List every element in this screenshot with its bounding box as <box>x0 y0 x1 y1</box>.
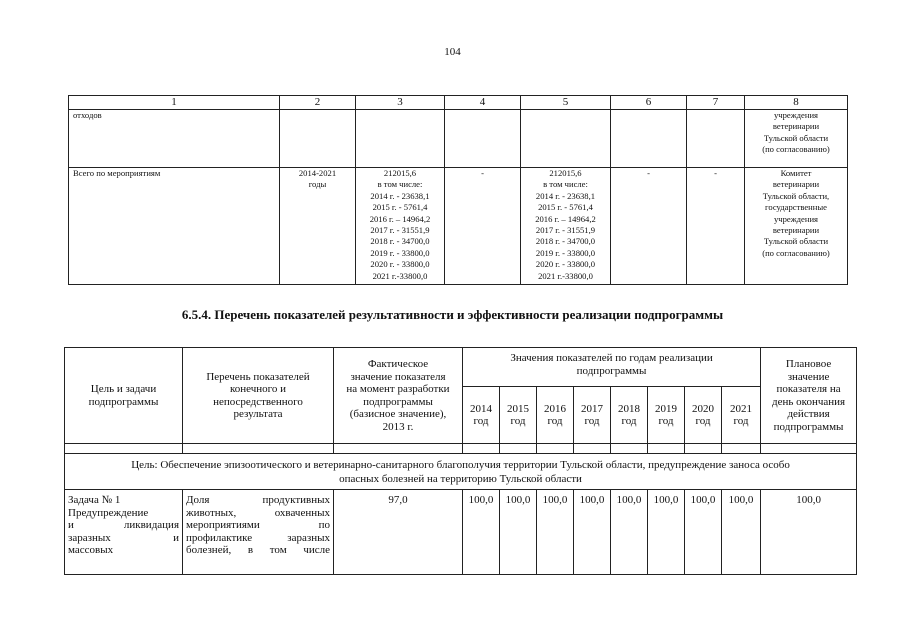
year-value-cell: 100,0 <box>463 490 500 575</box>
cell-line: государственные <box>765 202 827 213</box>
empty-cell <box>334 444 463 454</box>
cell-line: (базисное значение), <box>349 408 447 420</box>
year-value-cell: 100,0 <box>574 490 611 575</box>
cell-line: Доля продуктивных <box>186 494 330 506</box>
empty-cell <box>685 444 722 454</box>
cell-line: конечного и <box>229 383 287 395</box>
column-number: 8 <box>745 96 848 110</box>
dash-cell: - <box>687 168 745 285</box>
section-title: 6.5.4. Перечень показателей результативности и эффективности реализации подпрограммы <box>181 307 724 322</box>
cell-line: подпрограммы <box>363 395 433 408</box>
table-row <box>69 168 848 285</box>
dash-cell: - <box>445 168 521 285</box>
indicators-header <box>183 348 334 444</box>
actual-value-cell: 97,0 <box>334 490 463 575</box>
cell-line: учреждения <box>773 110 818 120</box>
year-header <box>537 387 574 444</box>
column-number: 7 <box>687 96 745 110</box>
cell-line: 2021 г.-33800,0 <box>538 270 593 281</box>
empty-cell <box>648 444 685 454</box>
cell-line: Цель и задачи <box>90 383 157 395</box>
cell-line: 2018 г. - 34700,0 <box>535 236 596 247</box>
year-header <box>685 387 722 444</box>
empty-cell <box>280 110 356 168</box>
page-number: 104 <box>444 46 461 58</box>
total-funding-cell <box>356 168 445 285</box>
cell-line: результата <box>233 408 283 420</box>
cell-line: Перечень показателей <box>206 370 310 383</box>
cell-line: и ликвидация <box>68 519 179 531</box>
activity-name-cell: отходов <box>69 110 280 168</box>
cell-line: 212015,6 <box>383 168 417 178</box>
year-value-cell: 100,0 <box>685 490 722 575</box>
column-number: 6 <box>611 96 687 110</box>
empty-cell <box>500 444 537 454</box>
column-number: 1 <box>69 96 280 110</box>
year-value-cell: 100,0 <box>500 490 537 575</box>
cell-line: 2019 г. - 33800,0 <box>370 247 430 258</box>
cell-line: подпрограммы <box>576 364 647 377</box>
cell-line: 2017 г. - 31551,9 <box>535 225 596 236</box>
column-number: 5 <box>521 96 611 110</box>
year-header <box>463 387 500 444</box>
cell-line: 2017 г. - 31551,9 <box>370 225 430 236</box>
empty-cell <box>611 444 648 454</box>
year: 2015 <box>507 402 529 415</box>
year: 2017 <box>581 402 603 415</box>
empty-cell <box>183 444 334 454</box>
column-number: 4 <box>445 96 521 110</box>
cell-line: 2015 г. - 5761,4 <box>538 202 593 213</box>
year-header <box>722 387 761 444</box>
cell-line: значение <box>787 370 830 383</box>
empty-cell <box>687 110 745 168</box>
activities-table <box>68 95 848 285</box>
years-group-header <box>463 348 761 387</box>
cell-line: показателя на <box>776 383 841 395</box>
empty-cell <box>463 444 500 454</box>
cell-line: 2020 г. - 33800,0 <box>535 259 596 270</box>
empty-cell <box>761 444 857 454</box>
year: 2014 <box>470 402 492 415</box>
year: 2016 <box>544 402 566 415</box>
year: 2020 <box>692 402 714 415</box>
header-row <box>65 348 857 387</box>
cell-line: 2016 г. – 14964,2 <box>369 213 431 224</box>
year: 2019 <box>655 402 677 415</box>
year-value-cell: 100,0 <box>537 490 574 575</box>
cell-line: массовых <box>68 544 114 556</box>
cell-line: Цель: Обеспечение эпизоотического и ветеринарно-санитарного благополучия территории Тульской области, предупреждение заноса особо <box>131 458 790 471</box>
cell-line: годы <box>308 179 327 190</box>
cell-line: действия <box>787 408 830 420</box>
planned-value-cell: 100,0 <box>761 490 857 575</box>
year-header <box>500 387 537 444</box>
cell-line: Предупреждение <box>68 506 149 519</box>
cell-line: (по согласованию) <box>762 144 830 155</box>
year-header <box>611 387 648 444</box>
dash-cell: - <box>611 168 687 285</box>
cell-line: 2014 г. - 23638,1 <box>535 190 596 201</box>
table-row <box>69 110 848 168</box>
year-unit: год <box>695 415 711 427</box>
cell-line: 2014 г. - 23638,1 <box>370 190 430 201</box>
goal-cell <box>65 454 857 490</box>
cell-line: 2016 г. – 14964,2 <box>535 213 596 224</box>
cell-line: 2015 г. - 5761,4 <box>372 202 428 213</box>
cell-line: 2014-2021 <box>298 168 337 178</box>
column-number-row <box>69 96 848 110</box>
cell-line: 2018 г. - 34700,0 <box>370 236 430 247</box>
goal-header <box>65 348 183 444</box>
cell-line: Тульской области <box>763 236 829 247</box>
cell-line: Плановое <box>785 358 832 370</box>
cell-line: болезней, в том числе <box>186 544 330 556</box>
cell-line: заразных и <box>68 531 179 544</box>
cell-line: подпрограммы <box>88 395 159 408</box>
activity-name-cell: Всего по мероприятиям <box>69 168 280 285</box>
goal-row <box>65 454 857 490</box>
cell-line: 2013 г. <box>382 420 414 433</box>
cell-line: ветеринарии <box>772 179 820 190</box>
cell-line: 2020 г. - 33800,0 <box>370 259 430 270</box>
cell-line: профилактике заразных <box>186 531 330 544</box>
cell-line: учреждения <box>773 213 818 224</box>
cell-line: в том числе: <box>543 179 588 190</box>
cell-line: 212015,6 <box>549 168 582 178</box>
cell-line: в том числе: <box>377 179 423 190</box>
cell-line: (по согласованию) <box>762 247 830 258</box>
cell-line: Тульской области <box>763 132 829 143</box>
cell-line: ветеринарии <box>772 225 820 236</box>
task-cell <box>65 490 183 575</box>
cell-line: Задача № 1 <box>68 494 121 506</box>
year: 2021 <box>730 402 753 415</box>
empty-cell <box>445 110 521 168</box>
cell-line: мероприятиями по <box>186 519 330 531</box>
year-value-cell: 100,0 <box>611 490 648 575</box>
year-unit: год <box>733 415 749 427</box>
cell-line: опасных болезней на территорию Тульской области <box>339 472 582 485</box>
column-number: 2 <box>280 96 356 110</box>
executor-cell <box>745 168 848 285</box>
empty-cell <box>574 444 611 454</box>
empty-cell <box>356 110 445 168</box>
year-header <box>648 387 685 444</box>
cell-line: Тульской области, <box>762 190 830 201</box>
cell-line: на момент разработки <box>346 383 450 395</box>
cell-line: Значения показателей по годам реализации <box>510 352 713 364</box>
year-header <box>574 387 611 444</box>
year-unit: год <box>473 415 489 427</box>
empty-cell <box>65 444 183 454</box>
task-row <box>65 490 857 575</box>
cell-line: день окончания <box>772 395 846 408</box>
cell-line: животных, охваченных <box>186 506 330 519</box>
year-value-cell: 100,0 <box>648 490 685 575</box>
indicators-table <box>64 347 857 575</box>
cell-line: Комитет <box>780 168 812 178</box>
empty-cell <box>521 110 611 168</box>
cell-line: ветеринарии <box>772 121 820 132</box>
period-cell <box>280 168 356 285</box>
empty-cell <box>611 110 687 168</box>
executor-cell <box>745 110 848 168</box>
year: 2018 <box>618 402 640 415</box>
cell-line: 2021 г.-33800,0 <box>372 270 428 281</box>
year-unit: год <box>547 415 563 427</box>
actual-value-header <box>334 348 463 444</box>
year-unit: год <box>658 415 674 427</box>
year-unit: год <box>584 415 600 427</box>
column-number: 3 <box>356 96 445 110</box>
empty-cell <box>537 444 574 454</box>
cell-line: непосредственного <box>213 395 303 408</box>
spacer-row <box>65 444 857 454</box>
indicator-cell <box>183 490 334 575</box>
cell-line: подпрограммы <box>773 420 844 433</box>
cell-line: Фактическое <box>367 358 429 370</box>
empty-cell <box>722 444 761 454</box>
cell-line: 2019 г. - 33800,0 <box>535 247 596 258</box>
cell-line: значение показателя <box>350 370 446 383</box>
year-unit: год <box>510 415 526 427</box>
regional-funding-cell <box>521 168 611 285</box>
planned-value-header <box>761 348 857 444</box>
year-unit: год <box>621 415 637 427</box>
year-value-cell: 100,0 <box>722 490 761 575</box>
